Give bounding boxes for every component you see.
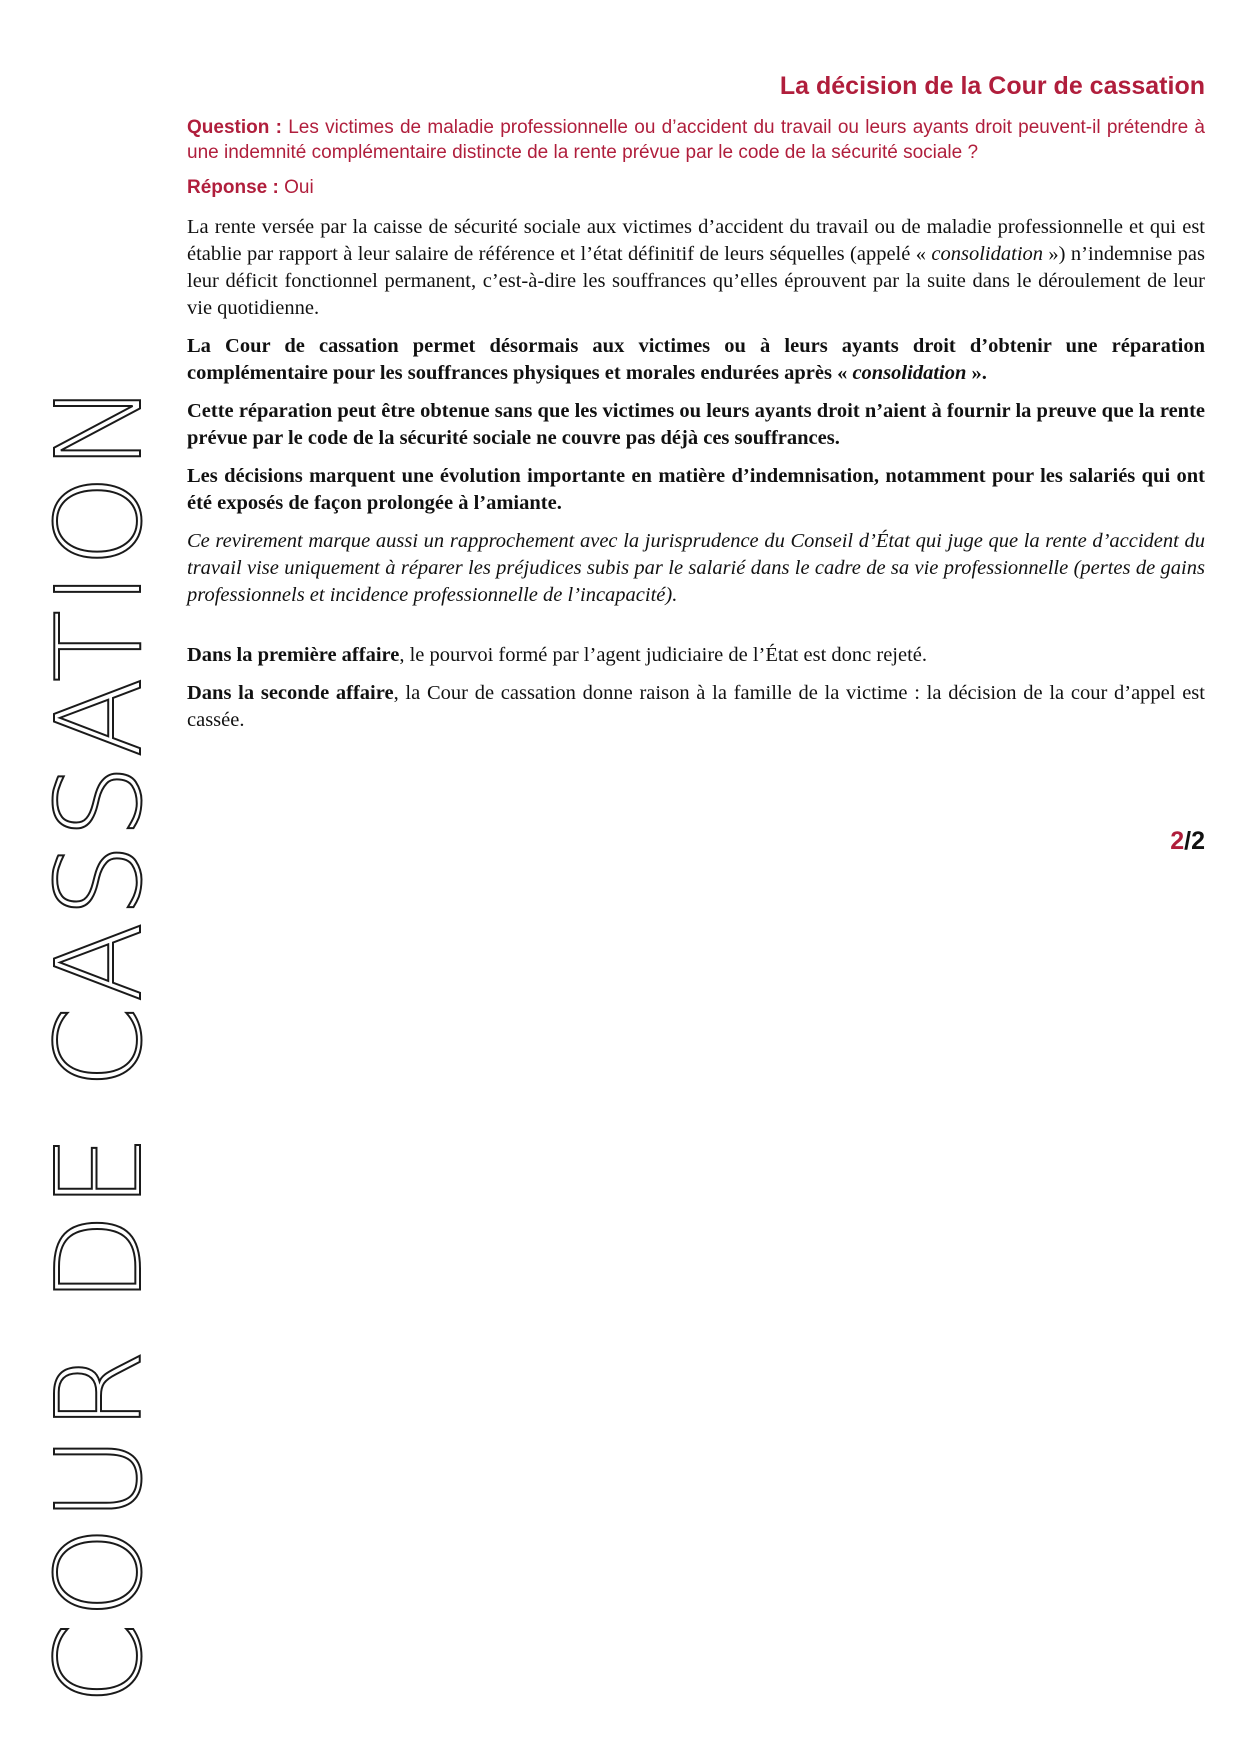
main-content [187, 72, 1205, 745]
page-number [1170, 827, 1205, 856]
paragraph-rente [187, 214, 1205, 322]
paragraph-rente-italic: consolidation [931, 243, 1044, 265]
page-total: /2 [1184, 827, 1205, 855]
logo-text: COUR DE CASSATION [30, 378, 168, 1705]
paragraph-reparation-part-b: ». [966, 362, 987, 384]
paragraph-revirement: Ce revirement marque aussi un rapprochement avec la jurisprudence du Conseil d’État qui juge que la rente d’accident du travail vise uniquement à réparer les préjudices subis par le salarié dans le cadre de sa vie professionnelle (pertes de gains professionnels et incidence professionnelle de l’incapacité). [187, 530, 1205, 606]
paragraph-preuve: Cette réparation peut être obtenue sans que les victimes ou leurs ayants droit n’aient à fournir la preuve que la rente prévue par le code de la sécurité sociale ne couvre pas déjà ces souffrances. [187, 400, 1205, 449]
paragraph-rente-part-b: ») n’indemnise pas leur déficit fonctionnel permanent, c’est-à-dire les souffrances qu’elles éprouvent par la suite dans le déroulement de leur vie quotidienne. [187, 243, 1205, 319]
question-block [187, 115, 1205, 165]
paragraph-reparation [187, 333, 1205, 387]
paragraph-rente-part-a: La rente versée par la caisse de sécurité sociale aux victimes d’accident du travail ou de maladie professionnelle et qui est établie par rapport à leur salaire de référence et l’état définitif de leurs séquelles (appelé « [187, 216, 1205, 265]
answer-label: Réponse : [187, 177, 279, 198]
paragraph-premiere-affaire [187, 642, 1205, 669]
premiere-affaire-text: , le pourvoi formé par l’agent judiciaire de l’État est donc rejeté. [399, 644, 928, 666]
answer-text: Oui [278, 177, 314, 198]
cour-de-cassation-logo [0, 0, 168, 1755]
seconde-affaire-text: , la Cour de cassation donne raison à la famille de la victime : la décision de la cour d’appel est cassée. [187, 682, 1205, 731]
premiere-affaire-label: Dans la première affaire [187, 644, 400, 666]
question-label: Question : [187, 117, 282, 138]
question-text: Les victimes de maladie professionnelle ou d’accident du travail ou leurs ayants droit peuvent-il prétendre à une indemnité complémentaire distincte de la rente prévue par le code de la sécurité sociale ? [187, 117, 1205, 163]
page-current: 2 [1170, 827, 1185, 855]
seconde-affaire-label: Dans la seconde affaire [187, 682, 394, 704]
paragraph-reparation-part-a: La Cour de cassation permet désormais aux victimes ou à leurs ayants droit d’obtenir une réparation complémentaire pour les souffrances physiques et morales endurées après « [187, 335, 1205, 384]
paragraph-seconde-affaire [187, 680, 1205, 734]
paragraph-evolution: Les décisions marquent une évolution importante en matière d’indemnisation, notamment pour les salariés qui ont été exposés de façon prolongée à l’amiante. [187, 465, 1205, 514]
paragraph-reparation-italic: consolidation [852, 362, 967, 384]
spacer [187, 620, 1205, 642]
answer-block [187, 175, 1205, 200]
page-title: La décision de la Cour de cassation [779, 72, 1205, 100]
